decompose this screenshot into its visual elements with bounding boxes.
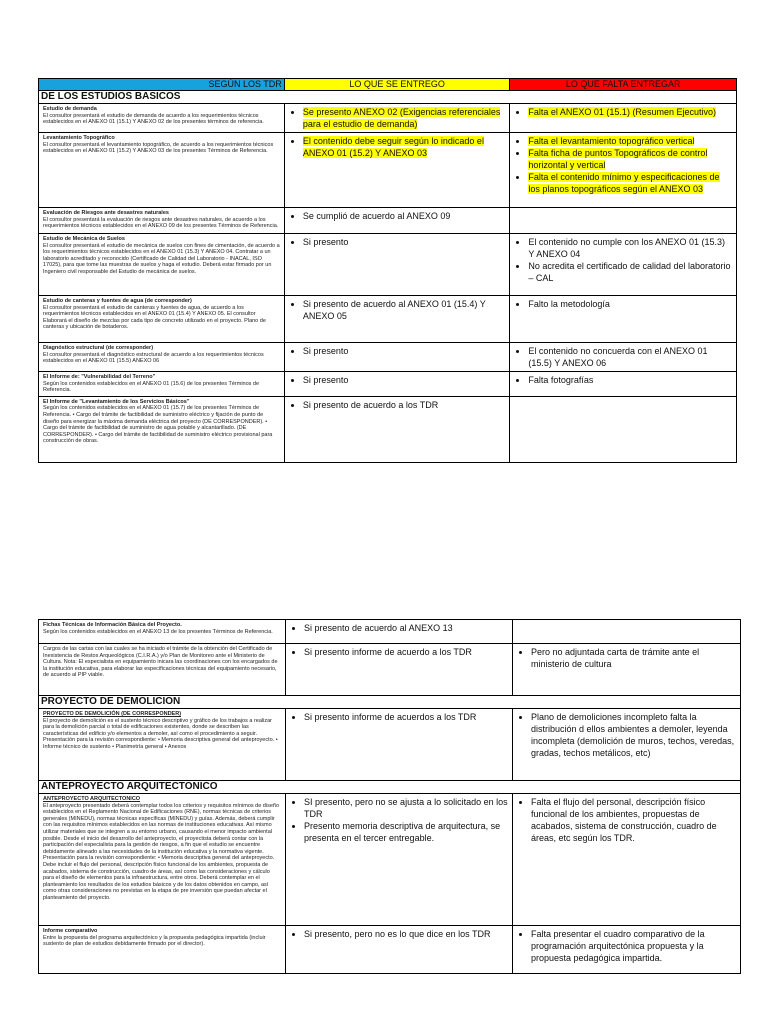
entrego-cell: • Si presento de acuerdo al ANEXO 13 (286, 620, 513, 644)
falta-cell: • El contenido no concuerda con el ANEXO 01 (15.5) Y ANEXO 06 (510, 343, 737, 372)
tdr-cell: El Informe de: "Vulnerabilidad del Terreno" Según los contenidos establecidos en el ANEXO 01 (15.6) de los presentes Términos de Referencia. (39, 372, 285, 397)
table-row (39, 133, 737, 208)
entrego-cell: • Si presento de acuerdo a los TDR (284, 396, 510, 462)
header-lo-que-se-entrego: LO QUE SE ENTREGO (284, 79, 510, 91)
table-row (39, 372, 737, 397)
table-row (39, 709, 741, 781)
entrego-cell: • Si presento (284, 372, 510, 397)
falta-cell: • Falto la metodología (510, 296, 737, 343)
entrego-cell: • Si presento (284, 234, 510, 296)
tdr-cell: PROYECTO DE DEMOLICIÓN (DE CORRESPONDER) El proyecto de demolición es el sustento técnico descriptivo y gráfico de los trabajos a realizar para la demolición parcial o total de edificaciones existentes, donde se describen las características del edificio y/o elementos a demoler, así como el procedimiento a seguir. Presentación para la revisión correspondiente: • Memoria descriptiva general del anteproyecto. • Informe técnico de sustento • Planimetría general • Anexos (39, 709, 286, 781)
table-row (39, 926, 741, 974)
tdr-cell: Levantamiento Topográfico El consultor presentará el levantamiento topográfico, de acuerdo a los requerimientos técnicos establecidos en el ANEXO 01 (15.2) Y ANEXO 03 de los presentes Términos de Referencia. (39, 133, 285, 208)
tdr-cell: ANTEPROYECTO ARQUITECTONICO El anteproyecto presentado deberá contemplar todos los criterios y requisitos mínimos de diseño establecidos en el Reglamento Nacional de Edificaciones (RNE), normas técnicas de criterios generales (MINEDU), normas técnicas específicas (MINEDU) y guías. Además, deberá cumplir con las requisitos mínimos establecidos en las normas de instituciones educativas. Así mismo utilizar materiales que se integren a su entorno urbano, causando el menor impacto ambiental posible. Desde el inicio del desarrollo del anteproyecto, el proyectista deberá contar con la participación del especialista para la gestión de riesgos, a fin que el estudio se encuentre debidamente alineado a las necesidades de la institución educativa y la normativa vigente. Presentación para la revisión correspondiente: • Memoria descriptiva general del anteproyecto. Debe incluir el flujo del personal, descripción físico funcional de los ambientes, propuesta de acabados, sistema de construcción, cuadro de áreas, así como las consideraciones y cálculo para el diseño de elementos para la infraestructura, entre otros. Deberá contemplar en el planteamiento los resultados de los estudios básicos y de los datos obtenidos en campo, así como otras consideraciones no previstas en la etapa de pre inversión que puedan afectar el planteamiento del proyecto. (39, 794, 286, 926)
tdr-cell: El Informe de "Levantamiento de los Servicios Básicos" Según los contenidos establecidos en el ANEXO 01 (15.7) de los presentes Términos de Referencia. • Cargo del trámite de factibilidad de suministro eléctrico y fijación de punto de diseño para energizar la máxima demanda eléctrica del proyecto (DE CORRESPONDER). • Cargo del trámite de factibilidad de suministro de agua potable y alcantarillado. (DE CORRESPONDER). • Cargo del trámite de factibilidad de suministro eléctrico provisional para construcción de obras. (39, 396, 285, 462)
section-title-anteproyecto: ANTEPROYECTO ARQUITECTONICO (39, 781, 741, 794)
falta-cell (513, 620, 741, 644)
entrego-cell: • Se cumplió de acuerdo al ANEXO 09 (284, 208, 510, 234)
table-row (39, 234, 737, 296)
entrego-cell: • El contenido debe seguir según lo indicado el ANEXO 01 (15.2) Y ANEXO 03 (284, 133, 510, 208)
header-segun-tdr: SEGÚN LOS TDR (39, 79, 285, 91)
entrego-cell: • Se presento ANEXO 02 (Exigencias referenciales para el estudio de demanda) (284, 104, 510, 133)
section-row (39, 91, 737, 104)
falta-cell: • Falta el levantamiento topográfico vertical • Falta ficha de puntos Topográficos de control horizontal y vertical • Falta el contenido mínimo y especificaciones de los planos topográficos según el ANEXO 03 (510, 133, 737, 208)
table-row (39, 208, 737, 234)
table-row (39, 794, 741, 926)
tdr-cell: Fichas Técnicas de Información Básica del Proyecto. Según los contenidos establecidos en el ANEXO 13 de los presentes Términos de Referencia. (39, 620, 286, 644)
entrego-cell: • Si presento informe de acuerdos a los TDR (286, 709, 513, 781)
falta-cell: • Falta el flujo del personal, descripción físico funcional de los ambientes, propuestas de acabados, sistema de construcción, cuadro de áreas, etc según los TDR. (513, 794, 741, 926)
section-row (39, 781, 741, 794)
table-row (39, 620, 741, 644)
tdr-cell: Estudio de demanda El consultor presentará el estudio de demanda de acuerdo a los requerimientos técnicos establecidos en el ANEXO 01 (15.1) Y ANEXO 02 de los presentes términos de referencia. (39, 104, 285, 133)
falta-cell: • El contenido no cumple con los ANEXO 01 (15.3) Y ANEXO 04 • No acredita el certificado de calidad del laboratorio – CAL (510, 234, 737, 296)
falta-cell: • Falta fotografías (510, 372, 737, 397)
tdr-cell: Estudio de canteras y fuentes de agua (de corresponder) El consultor presentará el estudio de canteras y fuentes de agua, de acuerdo a los requerimientos técnicos establecidos en el ANEXO 01 (15.4) Y ANEXO 05. El consultor Elaborará el diseño de mezclas por cada tipo de concreto utilizado en el proyecto. Plano de canteras y ubicación de botaderos. (39, 296, 285, 343)
table-row (39, 296, 737, 343)
tdr-cell: Estudio de Mecánica de Suelos El consultor presentará el estudio de mecánica de suelos con fines de cimentación, de acuerdo a los requerimientos técnicos establecidos en el ANEXO 01 (15.3) Y ANEXO 04. Contratar a un laboratorio acreditado y reconocido (Certificado de Calidad del Laboratorio - INACAL, ISO 17025), para que tome las muestras de suelos y haga el estudio. Deberá estar firmado por un Ingeniero civil responsable del Estudio de mecánica de suelos. (39, 234, 285, 296)
tdr-cell: Informe comparativo Entre la propuesta del programa arquitectónico y la propuesta pedagógica impartida (incluir sustento de plan de estudios debidamente firmado por el director). (39, 926, 286, 974)
falta-cell: • Pero no adjuntada carta de trámite ante el ministerio de cultura (513, 644, 741, 696)
falta-cell: • Falta presentar el cuadro comparativo de la programación arquitectónica propuesta y la propuesta pedagógica impartida. (513, 926, 741, 974)
tdr-cell: Evaluación de Riesgos ante desastres naturales El consultor presentará la evaluación de riesgos ante desastres naturales, de acuerdo a los requerimientos técnicos establecidos en el ANEXO 09 de los presentes Términos de Referencia. (39, 208, 285, 234)
falta-cell: • Falta el ANEXO 01 (15.1) (Resumen Ejecutivo) (510, 104, 737, 133)
entrego-cell: • SI presento, pero no se ajusta a lo solicitado en los TDR • Presento memoria descriptiva de arquitectura, se presenta en el tercer entregable. (286, 794, 513, 926)
entrego-cell: • Si presento de acuerdo al ANEXO 01 (15.4) Y ANEXO 05 (284, 296, 510, 343)
table-row (39, 396, 737, 462)
section-title-estudios-basicos: DE LOS ESTUDIOS BASICOS (39, 91, 737, 104)
entrego-cell: • Si presento, pero no es lo que dice en los TDR (286, 926, 513, 974)
section-row (39, 696, 741, 709)
entrego-cell: • Si presento (284, 343, 510, 372)
falta-cell: • Plano de demoliciones incompleto falta la distribución d ellos ambientes a demoler, leyenda incompleta (demolición de muros, techos, veredas, gradas, techos metálicos, etc) (513, 709, 741, 781)
tdr-table-page-2 (38, 619, 741, 974)
header-lo-que-falta: LO QUE FALTA ENTREGAR (510, 79, 737, 91)
tdr-cell: Diagnóstico estructural (de corresponder) El consultor presentará el diagnóstico estructural de acuerdo a los requerimientos técnicos establecidos en el ANEXO 01 (15.5) ANEXO 06 (39, 343, 285, 372)
table-row (39, 343, 737, 372)
section-title-demolicion: PROYECTO DE DEMOLICION (39, 696, 741, 709)
table-header-row (39, 79, 737, 91)
table-row (39, 644, 741, 696)
tdr-cell: Cargos de las cartas con las cuales se ha iniciado el trámite de la obtención del Certificado de Inexistencia de Restos Arqueológicos (C.I.R.A.) y/o Plan de Monitoreo ante el Ministerio de Cultura. Nota: El especialista en equipamiento inicara las coordinaciones con los encargados de la institución educativa, para elaborar las especificaciones técnicas del equipamiento necesario, de acuerdo al PIP viable. (39, 644, 286, 696)
falta-cell (510, 396, 737, 462)
falta-cell (510, 208, 737, 234)
table-row (39, 104, 737, 133)
tdr-table-page-1 (38, 78, 737, 463)
entrego-cell: • Si presento informe de acuerdo a los TDR (286, 644, 513, 696)
